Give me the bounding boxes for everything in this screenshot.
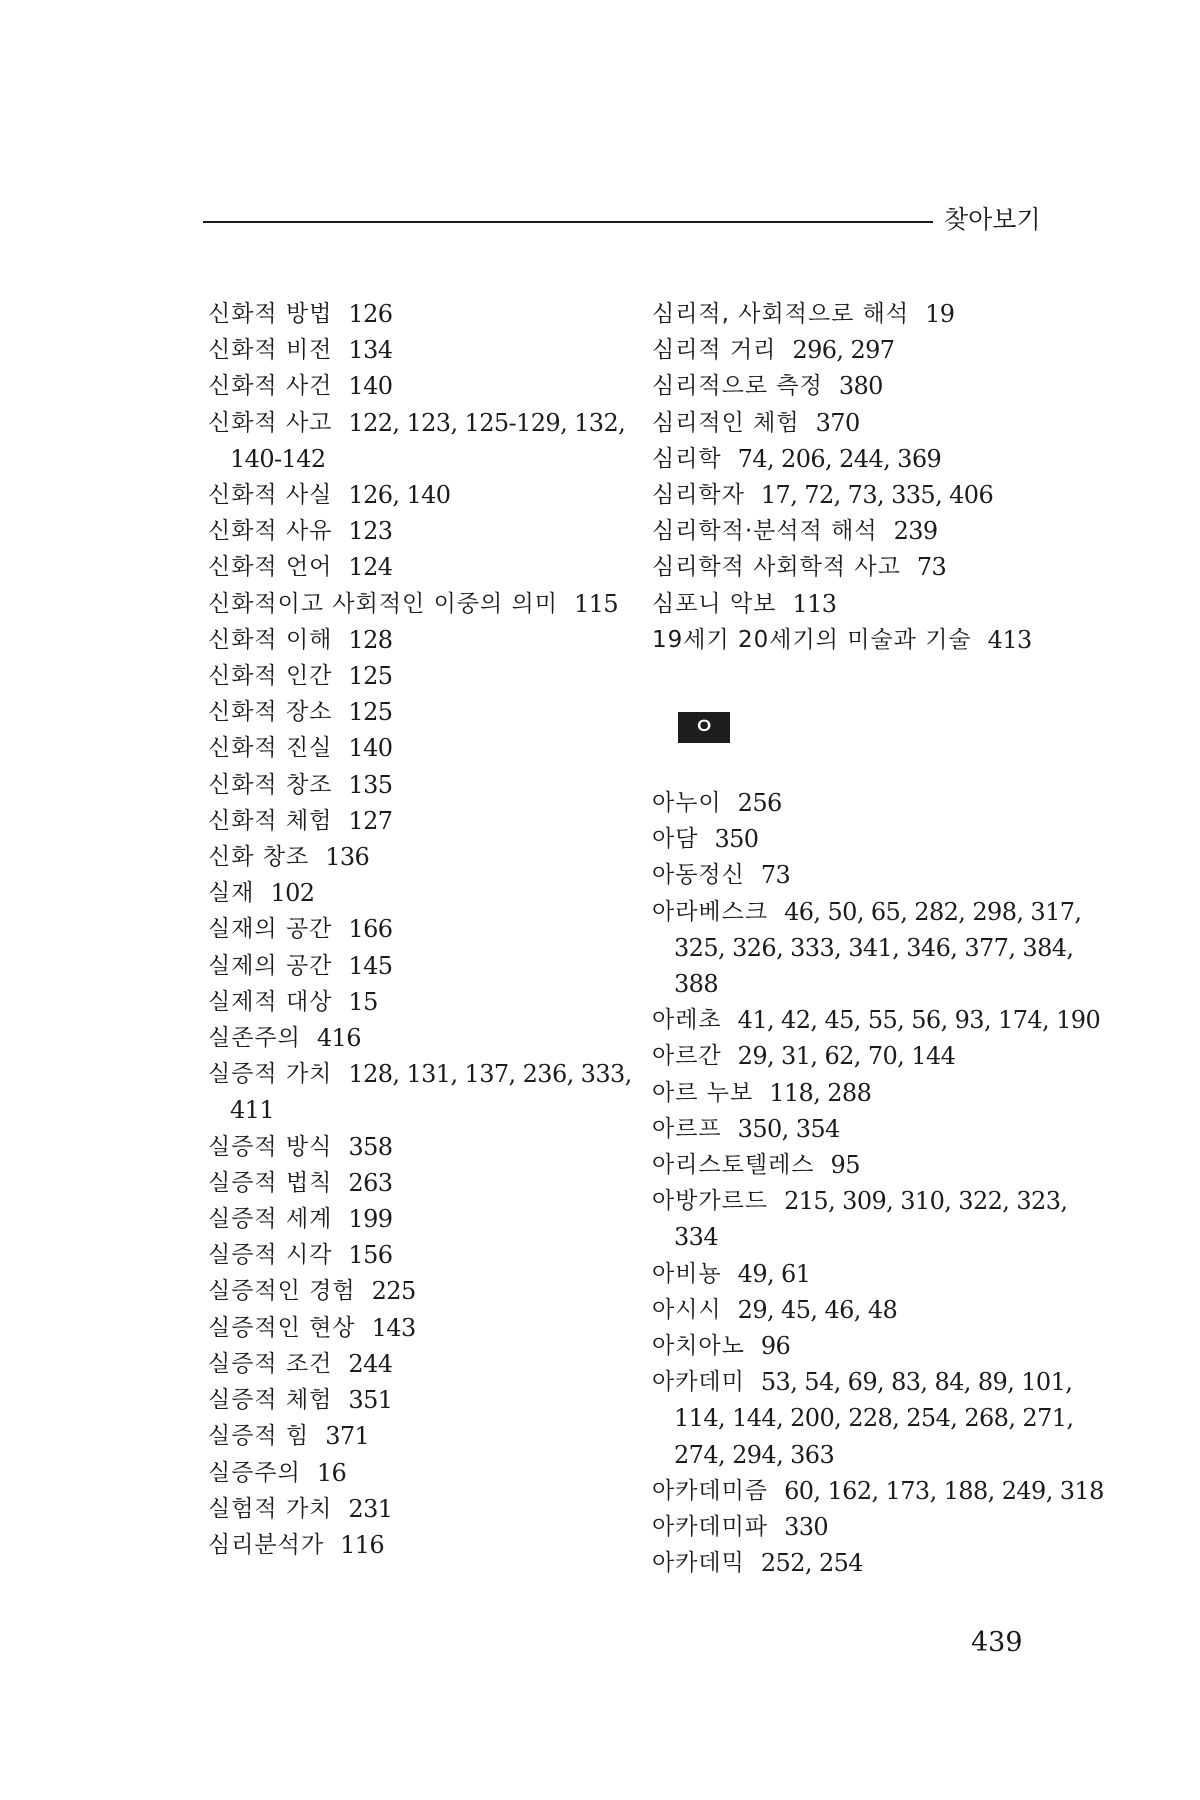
index-entry	[652, 441, 1067, 477]
index-entry	[208, 911, 623, 947]
index-term: 실증주의	[208, 1459, 301, 1486]
index-entry	[208, 586, 623, 622]
index-term: 실증적 방식	[208, 1133, 333, 1160]
index-term: 실증적 힘	[208, 1423, 310, 1450]
index-entry	[208, 1273, 623, 1309]
index-entry	[208, 839, 623, 875]
index-term: 신화적 체험	[208, 807, 333, 834]
section-spacer	[652, 743, 1067, 785]
index-pages: 29, 45, 46, 48	[737, 1295, 898, 1324]
index-pages: 95	[830, 1151, 860, 1180]
index-entry	[208, 730, 623, 766]
header-rule	[203, 221, 933, 223]
index-pages: 199	[348, 1205, 393, 1234]
index-entry	[208, 1527, 623, 1563]
index-pages-continued: 325, 326, 333, 341, 346, 377, 384,	[674, 933, 1074, 962]
index-column-right	[652, 296, 1104, 1582]
index-term: 아르간	[652, 1043, 722, 1070]
index-pages: 126, 140	[348, 481, 451, 510]
index-entry	[208, 1056, 632, 1092]
index-pages: 134	[348, 336, 393, 365]
index-pages: 16	[316, 1458, 347, 1487]
index-entry	[208, 1310, 623, 1346]
index-term: 아치아노	[652, 1333, 745, 1360]
index-term: 신화적 진실	[208, 735, 333, 762]
index-term: 심리적 거리	[652, 337, 777, 364]
index-pages: 102	[270, 879, 315, 908]
index-column-left	[208, 296, 632, 1563]
index-entry	[208, 405, 626, 441]
index-pages: 29, 31, 62, 70, 144	[737, 1042, 956, 1071]
index-term: 실재	[208, 880, 255, 907]
index-pages: 96	[760, 1332, 791, 1361]
index-pages: 231	[348, 1494, 393, 1523]
index-pages: 41, 42, 45, 55, 56, 93, 174, 190	[737, 1006, 1101, 1035]
index-pages: 351	[348, 1386, 393, 1415]
index-entry	[208, 803, 623, 839]
index-term: 신화적 창조	[208, 771, 333, 798]
index-term: 신화적 비전	[208, 337, 333, 364]
index-pages: 380	[838, 372, 883, 401]
index-entry	[208, 477, 623, 513]
index-pages: 350	[714, 825, 759, 854]
index-entry	[652, 622, 1067, 658]
index-entry	[652, 1183, 1067, 1219]
index-pages: 126	[348, 300, 393, 328]
index-entry	[208, 1201, 623, 1237]
index-term: 심리적으로 측정	[652, 373, 823, 400]
index-term: 실증적 시각	[208, 1242, 333, 1269]
index-entry	[652, 1111, 1067, 1147]
index-pages: 296, 297	[792, 336, 895, 365]
index-pages: 122, 123, 125-129, 132,	[348, 408, 626, 437]
index-entry	[208, 1237, 623, 1273]
index-entry	[208, 1455, 623, 1491]
index-entry	[208, 513, 623, 549]
index-pages: 73	[760, 861, 791, 890]
index-entry	[208, 296, 623, 332]
index-pages: 263	[348, 1168, 393, 1197]
index-pages: 156	[348, 1241, 393, 1270]
index-entry	[652, 513, 1067, 549]
index-term: 아누이	[652, 790, 722, 817]
index-entry	[652, 477, 1067, 513]
index-entry	[208, 694, 623, 730]
index-term: 신화적 방법	[208, 301, 333, 327]
page-number: 439	[971, 1627, 1023, 1658]
index-term: 심리적인 체험	[652, 409, 800, 436]
index-entry	[208, 1020, 623, 1056]
index-entry	[208, 1382, 623, 1418]
index-pages: 225	[371, 1277, 416, 1306]
index-pages: 124	[348, 553, 393, 582]
index-entry	[652, 821, 1067, 857]
index-term: 아담	[652, 826, 699, 853]
index-entry	[652, 1473, 1104, 1509]
index-entry	[652, 1364, 1073, 1400]
index-entry	[652, 785, 1067, 821]
index-term: 신화적 사건	[208, 373, 333, 400]
index-entry	[652, 1038, 1067, 1074]
index-entry	[652, 586, 1067, 622]
index-pages: 128	[348, 625, 393, 654]
index-term: 아르프	[652, 1115, 722, 1142]
index-entry	[652, 368, 1067, 404]
index-entry	[208, 658, 623, 694]
index-term: 심리학적·분석적 해석	[652, 518, 878, 545]
index-pages: 49, 61	[737, 1259, 811, 1288]
index-term: 신화적 사실	[208, 482, 333, 509]
index-pages-continued: 411	[230, 1096, 275, 1125]
index-pages: 239	[893, 517, 938, 546]
index-pages: 330	[784, 1513, 829, 1542]
index-term: 19세기 20세기의 미술과 기술	[652, 626, 972, 653]
index-entry	[652, 1292, 1067, 1328]
index-entry	[208, 332, 623, 368]
index-pages: 416	[316, 1024, 361, 1053]
index-term: 실증적 체험	[208, 1387, 333, 1414]
index-entry	[652, 1328, 1067, 1364]
index-pages-continued: 114, 144, 200, 228, 254, 268, 271,	[674, 1404, 1074, 1433]
section-letter-marker	[678, 712, 730, 743]
index-pages: 46, 50, 65, 282, 298, 317,	[784, 897, 1082, 926]
index-entry	[652, 1002, 1101, 1038]
index-term: 아카데믹	[652, 1550, 745, 1577]
index-pages: 118, 288	[769, 1078, 872, 1107]
index-pages: 125	[348, 662, 393, 691]
index-pages: 17, 72, 73, 335, 406	[760, 481, 994, 510]
index-pages: 244	[348, 1349, 393, 1378]
index-entry	[208, 984, 623, 1020]
index-term: 아레초	[652, 1007, 722, 1034]
index-term: 아르 누보	[652, 1079, 754, 1106]
index-pages: 371	[325, 1422, 370, 1451]
index-term: 실재의 공간	[208, 916, 333, 943]
index-term: 실제의 공간	[208, 952, 333, 979]
index-entry	[652, 1256, 1067, 1292]
index-pages: 60, 162, 173, 188, 249, 318	[784, 1476, 1104, 1505]
index-entry	[652, 894, 1082, 930]
index-term: 신화적 이해	[208, 626, 333, 653]
index-term: 실증적 가치	[208, 1061, 333, 1088]
index-term: 아방가르드	[652, 1188, 769, 1215]
index-pages: 53, 54, 69, 83, 84, 89, 101,	[760, 1368, 1073, 1397]
index-term: 실증적 세계	[208, 1206, 333, 1233]
index-entry	[652, 332, 1067, 368]
index-term: 심리학	[652, 445, 722, 472]
section-spacer	[652, 658, 1067, 712]
index-entry	[208, 1165, 623, 1201]
index-pages: 116	[340, 1530, 385, 1559]
index-term: 아라베스크	[652, 898, 769, 925]
index-term: 실증적 법칙	[208, 1169, 333, 1196]
index-term: 실제적 대상	[208, 988, 333, 1015]
index-term: 심리학적 사회학적 사고	[652, 554, 901, 581]
running-header: 찾아보기	[944, 205, 1041, 234]
index-entry	[208, 1129, 623, 1165]
section-letter: ㅇ	[693, 714, 715, 740]
index-pages: 136	[325, 843, 370, 872]
index-pages-continued: 140-142	[230, 444, 326, 473]
index-term: 아동정신	[652, 862, 745, 889]
index-term: 신화적이고 사회적인 이중의 의미	[208, 590, 558, 617]
index-entry	[652, 1075, 1067, 1111]
index-entry	[208, 1418, 623, 1454]
index-pages: 127	[348, 806, 393, 835]
index-term: 아카데미	[652, 1369, 745, 1396]
index-pages: 19	[925, 300, 955, 328]
index-pages-continued: 274, 294, 363	[674, 1440, 835, 1469]
index-pages-continued: 388	[674, 970, 719, 999]
index-pages: 215, 309, 310, 322, 323,	[784, 1187, 1068, 1216]
index-entry	[208, 875, 623, 911]
index-term: 심포니 악보	[652, 590, 777, 617]
index-pages: 358	[348, 1132, 393, 1161]
index-term: 신화적 사고	[208, 409, 333, 436]
index-term: 아리스토텔레스	[652, 1152, 815, 1179]
index-entry	[652, 296, 1067, 332]
index-pages: 413	[987, 625, 1032, 654]
index-entry	[208, 948, 623, 984]
index-term: 아비뇽	[652, 1260, 722, 1287]
index-term: 신화적 인간	[208, 663, 333, 690]
index-pages: 256	[737, 789, 782, 818]
index-entry	[652, 857, 1067, 893]
index-entry	[208, 767, 623, 803]
index-pages: 123	[348, 517, 393, 546]
index-term: 아카데미파	[652, 1514, 769, 1541]
index-pages: 125	[348, 698, 393, 727]
index-entry	[652, 549, 1067, 585]
index-entry	[652, 1509, 1067, 1545]
index-term: 심리적, 사회적으로 해석	[652, 301, 910, 327]
index-pages: 370	[815, 408, 860, 437]
index-term: 신화적 사유	[208, 518, 333, 545]
index-pages: 350, 354	[737, 1114, 840, 1143]
index-pages: 143	[371, 1313, 416, 1342]
index-pages: 74, 206, 244, 369	[737, 444, 942, 473]
index-pages: 140	[348, 734, 393, 763]
index-term: 실존주의	[208, 1025, 301, 1052]
index-entry	[208, 622, 623, 658]
index-term: 신화 창조	[208, 844, 310, 871]
index-pages: 252, 254	[760, 1549, 863, 1578]
index-entry	[208, 549, 623, 585]
index-entry	[652, 1545, 1067, 1581]
index-term: 아카데미즘	[652, 1477, 769, 1504]
index-term: 아시시	[652, 1296, 722, 1323]
index-pages: 73	[916, 553, 947, 582]
index-entry	[652, 1147, 1067, 1183]
index-pages-continued: 334	[674, 1223, 719, 1252]
index-term: 신화적 언어	[208, 554, 333, 581]
index-entry	[208, 1346, 623, 1382]
index-pages: 115	[574, 589, 619, 618]
index-pages: 166	[348, 915, 393, 944]
index-term: 신화적 장소	[208, 699, 333, 726]
index-pages: 145	[348, 951, 393, 980]
index-pages: 15	[348, 987, 378, 1016]
index-pages: 135	[348, 770, 393, 799]
index-term: 실증적인 경험	[208, 1278, 356, 1305]
index-entry	[208, 368, 623, 404]
index-term: 실험적 가치	[208, 1495, 333, 1522]
index-pages: 128, 131, 137, 236, 333,	[348, 1060, 632, 1089]
index-term: 실증적인 현상	[208, 1314, 356, 1341]
index-term: 심리학자	[652, 482, 745, 509]
index-pages: 140	[348, 372, 393, 401]
index-entry	[652, 405, 1067, 441]
index-term: 실증적 조건	[208, 1350, 333, 1377]
index-term: 심리분석가	[208, 1531, 325, 1558]
index-pages: 113	[792, 589, 837, 618]
index-entry	[208, 1491, 623, 1527]
